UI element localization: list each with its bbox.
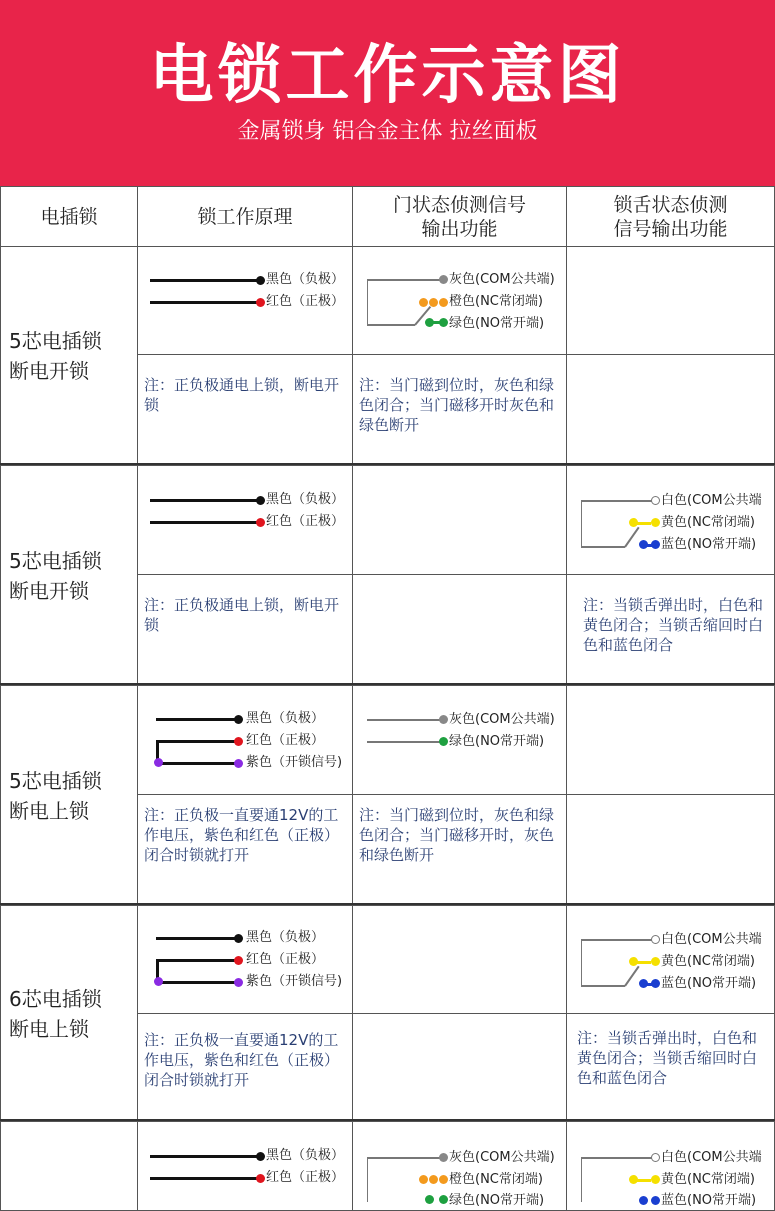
wire-label: 黄色(NC常闭端) <box>661 954 755 969</box>
wire-label: 黑色（负极） <box>266 272 345 287</box>
tongue-signal-note: 注：当锁舌弹出时，白色和黄色闭合；当锁舌缩回时白色和蓝色闭合 <box>566 1013 775 1122</box>
gray-wire <box>581 1157 653 1159</box>
black-wire-end <box>234 715 243 724</box>
switch-line <box>367 1157 368 1202</box>
header-door-signal: 门状态侦测信号 输出功能 <box>352 186 567 247</box>
black-wire-end <box>256 1152 265 1161</box>
gray-wire-end <box>439 275 448 284</box>
blue-wire-end <box>651 979 660 988</box>
door-signal-note: 注：当门磁到位时，灰色和绿色闭合；当门磁移开时，灰色和绿色断开 <box>352 794 567 906</box>
tongue-signal-diagram <box>566 465 775 575</box>
principle-diagram <box>137 465 353 575</box>
red-wire-end <box>234 737 243 746</box>
wire-label: 紫色（开锁信号) <box>246 755 343 770</box>
wire-label: 红色（正极） <box>246 952 325 967</box>
principle-diagram <box>137 685 353 795</box>
tongue-note-empty <box>566 354 775 465</box>
red-wire <box>150 1177 260 1180</box>
wire-label: 灰色(COM公共端) <box>449 712 555 727</box>
principle-note: 注：正负极一直要通12V的工作电压，紫色和红色（正极）闭合时锁就打开 <box>137 794 353 906</box>
wire-label: 灰色(COM公共端) <box>449 272 555 287</box>
door-note-empty <box>352 574 567 686</box>
red-wire-end <box>256 518 265 527</box>
wire-label: 橙色(NC常闭端) <box>449 1172 543 1187</box>
row-label-partial <box>0 1121 138 1211</box>
principle-note: 注：正负极一直要通12V的工作电压，紫色和红色（正极）闭合时锁就打开 <box>137 1013 353 1122</box>
wire-label: 白色(COM公共端 <box>661 1150 762 1165</box>
wire-label: 绿色(NO常开端) <box>449 734 545 749</box>
black-wire-end <box>256 496 265 505</box>
purple-wire <box>156 981 238 984</box>
door-signal-note: 注：当门磁到位时，灰色和绿色闭合；当门磁移开时灰色和绿色断开 <box>352 354 567 465</box>
door-note-empty <box>352 1013 567 1122</box>
red-wire <box>150 301 260 304</box>
switch-line <box>581 500 582 546</box>
gray-wire-end <box>439 715 448 724</box>
purple-wire <box>156 762 238 765</box>
wire-label: 蓝色(NO常开端) <box>661 537 757 552</box>
green-wire-end <box>439 1195 448 1204</box>
black-wire <box>150 1155 260 1158</box>
green-dot <box>425 1195 434 1204</box>
yellow-wire-end <box>651 957 660 966</box>
header-principle: 锁工作原理 <box>137 186 353 247</box>
wire-label: 红色（正极） <box>266 1170 345 1185</box>
wire-label: 黑色（负极） <box>266 492 345 507</box>
switch-line <box>581 939 582 985</box>
tongue-signal-diagram <box>566 1121 775 1211</box>
black-wire-end <box>234 934 243 943</box>
black-wire <box>150 279 260 282</box>
page-subtitle: 金属锁身 铝合金主体 拉丝面板 <box>237 119 538 144</box>
door-signal-diagram <box>352 685 567 795</box>
tongue-note-empty <box>566 794 775 906</box>
gray-wire <box>367 279 443 281</box>
black-wire <box>156 937 238 940</box>
wire-label: 黑色（负极） <box>246 930 325 945</box>
wire-label: 绿色(NO常开端) <box>449 1193 545 1208</box>
red-wire-end <box>256 298 265 307</box>
gray-wire-2 <box>367 741 443 743</box>
blue-dot <box>639 1196 648 1205</box>
principle-diagram <box>137 905 353 1014</box>
switch-arm <box>624 966 639 987</box>
principle-diagram <box>137 246 353 355</box>
orange-dot <box>419 1175 428 1184</box>
header-lock-type: 电插锁 <box>0 186 138 247</box>
wire-label: 橙色(NC常闭端) <box>449 294 543 309</box>
white-wire-end <box>651 1153 660 1162</box>
blue-wire-end <box>651 540 660 549</box>
yellow-wire-end <box>651 518 660 527</box>
white-wire-end <box>651 935 660 944</box>
switch-line <box>581 1157 582 1202</box>
yellow-dot <box>629 518 638 527</box>
purple-wire-end <box>234 759 243 768</box>
row-label: 6芯电插锁 断电上锁 <box>0 905 138 1122</box>
purple-dot <box>154 758 163 767</box>
wire-label: 红色（正极） <box>246 733 325 748</box>
black-wire <box>150 499 260 502</box>
wire-label: 红色（正极） <box>266 294 345 309</box>
gray-wire <box>367 719 443 721</box>
tongue-signal-empty <box>566 246 775 355</box>
red-wire <box>150 521 260 524</box>
row-label: 5芯电插锁 断电开锁 <box>0 246 138 465</box>
yellow-dot <box>629 957 638 966</box>
blue-wire-end <box>651 1196 660 1205</box>
wire-label: 黑色（负极） <box>246 711 325 726</box>
row-label: 5芯电插锁 断电开锁 <box>0 465 138 686</box>
purple-dot <box>154 977 163 986</box>
yellow-wire-end <box>651 1175 660 1184</box>
orange-wire-end <box>439 1175 448 1184</box>
door-signal-diagram <box>352 246 567 355</box>
principle-note: 注：正负极通电上锁，断电开锁 <box>137 354 353 465</box>
blue-dot <box>639 979 648 988</box>
wire-label: 白色(COM公共端 <box>661 932 762 947</box>
blue-dot <box>639 540 648 549</box>
green-dot <box>425 318 434 327</box>
switch-bottom <box>581 546 625 548</box>
switch-bottom <box>581 985 625 987</box>
wire-label: 绿色(NO常开端) <box>449 316 545 331</box>
tongue-signal-empty <box>566 685 775 795</box>
red-wire <box>156 740 238 743</box>
wire-label: 蓝色(NO常开端) <box>661 1193 757 1208</box>
orange-dot <box>419 298 428 307</box>
green-wire-end <box>439 318 448 327</box>
tongue-signal-diagram <box>566 905 775 1014</box>
page-title: 电锁工作示意图 <box>149 39 626 113</box>
principle-note: 注：正负极通电上锁，断电开锁 <box>137 574 353 686</box>
door-signal-diagram <box>352 1121 567 1211</box>
green-wire-end <box>439 737 448 746</box>
gray-wire <box>367 1157 443 1159</box>
wire-label: 黑色（负极） <box>266 1148 345 1163</box>
switch-line <box>367 279 368 324</box>
switch-bottom <box>367 324 415 326</box>
wire-label: 红色（正极） <box>266 514 345 529</box>
door-signal-empty <box>352 905 567 1014</box>
black-wire-end <box>256 276 265 285</box>
header-banner <box>0 0 775 186</box>
principle-diagram <box>137 1121 353 1211</box>
tongue-signal-note: 注：当锁舌弹出时，白色和黄色闭合；当锁舌缩回时白色和蓝色闭合 <box>566 574 775 686</box>
gray-wire <box>581 939 653 941</box>
wire-label: 黄色(NC常闭端) <box>661 1172 755 1187</box>
yellow-dot <box>629 1175 638 1184</box>
red-wire-end <box>234 956 243 965</box>
row-label: 5芯电插锁 断电上锁 <box>0 685 138 906</box>
header-tongue-signal: 锁舌状态侦测 信号输出功能 <box>566 186 775 247</box>
red-wire-end <box>256 1174 265 1183</box>
black-wire <box>156 718 238 721</box>
wire-label: 灰色(COM公共端) <box>449 1150 555 1165</box>
door-signal-empty <box>352 465 567 575</box>
orange-dot <box>429 298 438 307</box>
wire-label: 蓝色(NO常开端) <box>661 976 757 991</box>
wire-label: 紫色（开锁信号) <box>246 974 343 989</box>
red-wire <box>156 959 238 962</box>
wire-label: 黄色(NC常闭端) <box>661 515 755 530</box>
gray-wire <box>581 500 653 502</box>
wiring-table <box>0 186 775 1208</box>
orange-dot <box>429 1175 438 1184</box>
purple-wire-end <box>234 978 243 987</box>
white-wire-end <box>651 496 660 505</box>
wire-label: 白色(COM公共端 <box>661 493 762 508</box>
orange-wire-end <box>439 298 448 307</box>
switch-arm <box>624 527 639 548</box>
gray-wire-end <box>439 1153 448 1162</box>
